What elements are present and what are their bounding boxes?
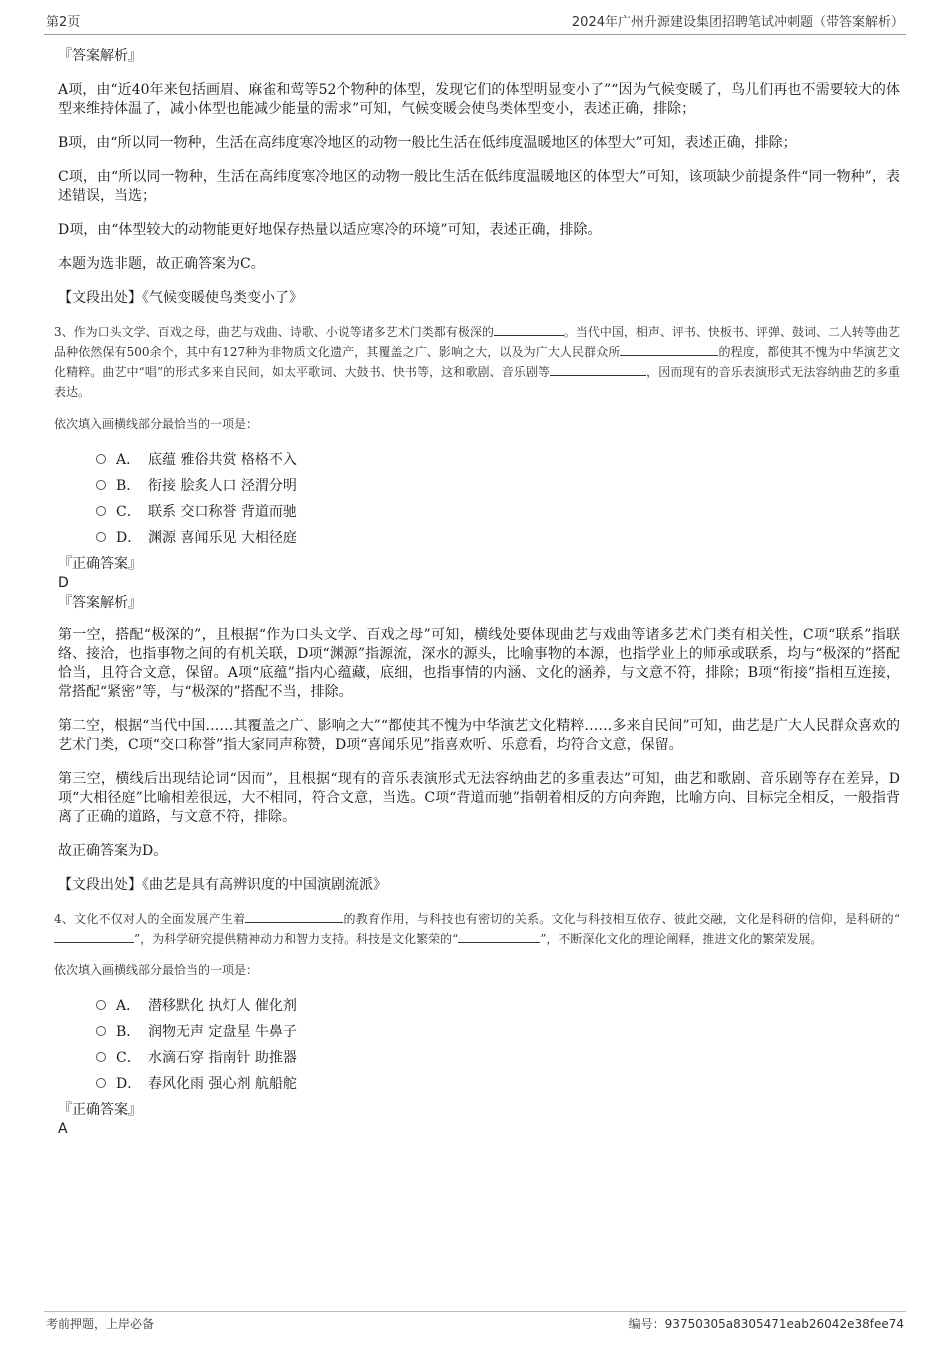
correct-answer: D xyxy=(58,575,69,591)
option-d[interactable]: D． 渊源 喜闻乐见 大相径庭 xyxy=(96,525,900,551)
analysis-blank-2: 第二空，根据“当代中国……其覆盖之广、影响之大”“都使其不愧为中华演艺文化精粹……多来自民间”可知，曲艺是广大人民群众喜欢的艺术门类，C项“交口称誉”指大家同声称赞，D项“喜闻乐见”指喜欢听、乐意看，均符合文意，保留。 xyxy=(58,718,900,753)
analysis-option-d: D项，由“体型较大的动物能更好地保存热量以适应寒冷的环境”可知，表述正确，排除。 xyxy=(58,222,602,238)
radio-icon[interactable] xyxy=(96,1026,106,1036)
correct-answer-title: 『正确答案』 xyxy=(58,556,142,572)
analysis-blank-1: 第一空，搭配“极深的”，且根据“作为口头文学、百戏之母”可知，横线处要体现曲艺与戏曲等诸多艺术门类有相关性，C项“联系”指联络、接洽，也指事物之间的有机关联，D项“渊源”指源流，深水的源头，比喻事物的本源，也指学业上的师承或联系，均与“极深的”搭配恰当，且符合文意，保留。A项“底蕴”指内心蕴藏，底细，也指事情的内涵、文化的涵养，与文意不符，排除；B项“衔接”指相互连接，常搭配“紧密”等，与“极深的”搭配不当，排除。 xyxy=(58,627,900,700)
question-3-options xyxy=(96,447,900,551)
analysis-option-c: C项，由“所以同一物种，生活在高纬度寒冷地区的动物一般比生活在低纬度温暖地区的体型大”可知，该项缺少前提条件“同一物种”，表述错误，当选； xyxy=(58,169,900,204)
answer-blank xyxy=(54,930,134,943)
analysis-title: 『答案解析』 xyxy=(58,48,142,64)
correct-answer: A xyxy=(58,1121,68,1137)
option-a[interactable]: A． 底蕴 雅俗共赏 格格不入 xyxy=(96,447,900,473)
option-d[interactable]: D． 春风化雨 强心剂 航船舵 xyxy=(96,1071,900,1097)
analysis-title: 『答案解析』 xyxy=(58,595,142,611)
analysis-option-a: A项，由“近40年来包括画眉、麻雀和莺等52个物种的体型，发现它们的体型明显变小了”“因为气候变暖了，鸟儿们再也不需要较大的体型来维持体温了，减小体型也能减少能量的需求”可知，气候变暖会使鸟类体型变小，表述正确，排除； xyxy=(58,82,900,117)
document-title: 2024年广州升源建设集团招聘笔试冲刺题（带答案解析） xyxy=(571,15,904,30)
page-footer xyxy=(44,1311,906,1331)
radio-icon[interactable] xyxy=(96,454,106,464)
page-header xyxy=(44,14,906,35)
option-b[interactable]: B． 衔接 脍炙人口 泾渭分明 xyxy=(96,473,900,499)
analysis-conclusion: 本题为选非题，故正确答案为C。 xyxy=(58,256,265,272)
radio-icon[interactable] xyxy=(96,480,106,490)
main-content xyxy=(54,47,901,1138)
radio-icon[interactable] xyxy=(96,1000,106,1010)
answer-blank xyxy=(458,930,540,943)
footer-slogan: 考前押题，上岸必备 xyxy=(46,1317,155,1331)
analysis-blank-3: 第三空，横线后出现结论词“因而”，且根据“现有的音乐表演形式无法容纳曲艺的多重表达”可知，曲艺和歌剧、音乐剧等存在差异，D项“大相径庭”比喻相差很远，大不相同，符合文意，当选。C项“背道而驰”指朝着相反的方向奔跑，比喻方向、目标完全相反，一般指背离了正确的道路，与文意不符，排除。 xyxy=(58,771,900,825)
radio-icon[interactable] xyxy=(96,532,106,542)
question-instruction: 依次填入画横线部分最恰当的一项是： xyxy=(54,963,259,977)
answer-blank xyxy=(550,363,646,376)
answer-blank xyxy=(494,323,564,336)
answer-blank xyxy=(620,343,718,356)
text-source: 【文段出处】《气候变暖使鸟类变小了》 xyxy=(58,290,303,306)
radio-icon[interactable] xyxy=(96,1052,106,1062)
question-4-options xyxy=(96,993,900,1097)
radio-icon[interactable] xyxy=(96,1078,106,1088)
option-b[interactable]: B． 润物无声 定盘星 牛鼻子 xyxy=(96,1019,900,1045)
correct-answer-title: 『正确答案』 xyxy=(58,1102,142,1118)
question-4-text: 4、文化不仅对人的全面发展产生着 的教育作用，与科技也有密切的关系。文化与科技相互依存、彼此交融，文化是科研的信仰，是科研的“”，为科学研究提供精神动力和智力支持。科技是文化繁荣的“ ”，不断深化文化的理论阐释，推进文化的繁荣发展。 xyxy=(54,912,901,946)
question-3-text: 3、作为口头文学、百戏之母，曲艺与戏曲、诗歌、小说等诸多艺术门类都有极深的 。当代中国，相声、评书、快板书、评弹、鼓词、二人转等曲艺品种依然保有500余个，其中有127种为非物质文化遗产，其覆盖之广、影响之大，以及为广大人民群众所 的程度，都使其不愧为中华演艺文化精粹。曲艺中“唱”的形式多来自民间，如太平歌词、大鼓书、快书等，这和歌剧、音乐剧等 ，因而现有的音乐表演形式无法容纳曲艺的多重表达。 xyxy=(54,325,900,399)
radio-icon[interactable] xyxy=(96,506,106,516)
option-c[interactable]: C． 水滴石穿 指南针 助推器 xyxy=(96,1045,900,1071)
document-code: 编号：93750305a8305471eab26042e38fee74 xyxy=(628,1317,904,1331)
question-instruction: 依次填入画横线部分最恰当的一项是： xyxy=(54,417,259,431)
option-a[interactable]: A． 潜移默化 执灯人 催化剂 xyxy=(96,993,900,1019)
option-c[interactable]: C． 联系 交口称誉 背道而驰 xyxy=(96,499,900,525)
text-source: 【文段出处】《曲艺是具有高辨识度的中国演剧流派》 xyxy=(58,877,387,893)
answer-blank xyxy=(245,910,343,923)
page-number: 第2页 xyxy=(46,15,81,30)
analysis-option-b: B项，由“所以同一物种，生活在高纬度寒冷地区的动物一般比生活在低纬度温暖地区的体型大”可知，表述正确，排除； xyxy=(58,135,797,151)
analysis-conclusion: 故正确答案为D。 xyxy=(58,843,168,859)
